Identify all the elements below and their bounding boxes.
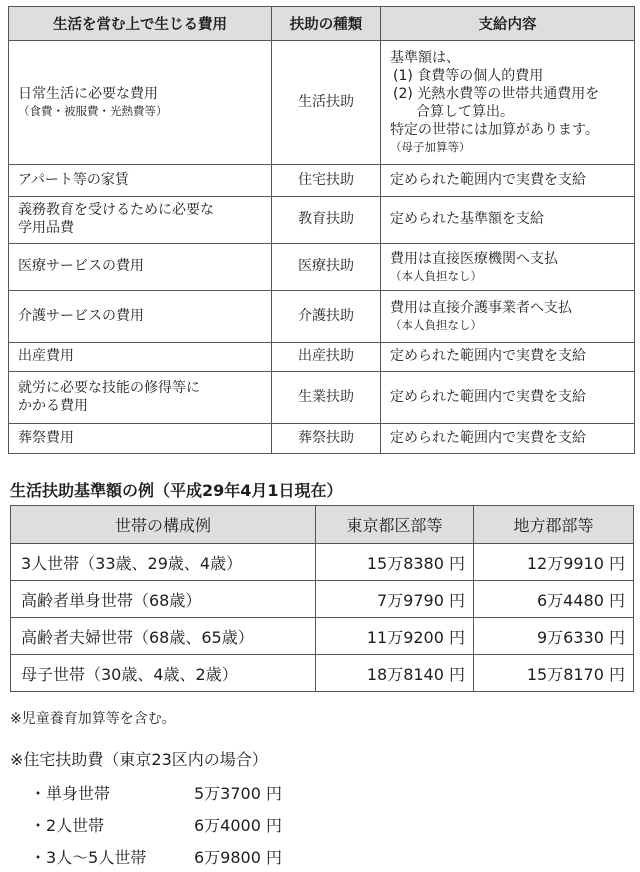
table-row: [11, 655, 634, 692]
expense-cell: 出産費用: [9, 343, 272, 372]
assistance-type-cell: 医療扶助: [272, 244, 381, 291]
table-row: [9, 244, 635, 291]
content-cell: 定められた範囲内で実費を支給: [381, 424, 635, 454]
housing-amount: 6万4000 円: [194, 816, 282, 835]
rural-amount-cell: 6万4480 円: [474, 581, 634, 618]
expense-line: 就労に必要な技能の修得等に: [18, 379, 200, 396]
housing-amount: 6万9800 円: [194, 848, 282, 867]
expense-note: （食費・被服費・光熱費等）: [18, 104, 168, 119]
table-header-row: [9, 7, 635, 41]
assistance-type-cell: 生活扶助: [272, 41, 381, 165]
tokyo-amount-cell: 7万9790 円: [316, 581, 474, 618]
housing-assistance-title: ※住宅扶助費（東京23区内の場合）: [10, 750, 268, 769]
household-cell: 高齢者夫婦世帯（68歳、65歳）: [11, 618, 316, 655]
rural-amount-cell: 12万9910 円: [474, 544, 634, 581]
content-cell: 定められた基準額を支給: [381, 197, 635, 244]
household-label: ・2人世帯: [30, 816, 105, 835]
expense-line: 学用品費: [18, 220, 74, 236]
rural-amount-cell: 9万6330 円: [474, 618, 634, 655]
content-cell: 定められた範囲内で実費を支給: [381, 372, 635, 424]
table-row: [9, 372, 635, 424]
rural-amount-cell: 15万8170 円: [474, 655, 634, 692]
expense-cell: [9, 41, 272, 165]
content-line: 合算して算出。: [416, 104, 514, 121]
content-cell: [381, 41, 635, 165]
list-item: [30, 813, 282, 836]
table-row: [11, 544, 634, 581]
expense-cell: [9, 372, 272, 424]
content-cell: [381, 291, 635, 343]
content-line: (1) 食費等の個人的費用: [393, 68, 544, 85]
content-line: 基準額は、: [390, 50, 460, 67]
content-note: （母子加算等）: [390, 139, 471, 154]
table-header-row: [11, 506, 634, 544]
content-note: （本人負担なし）: [390, 318, 482, 333]
household-cell: 母子世帯（30歳、4歳、2歳）: [11, 655, 316, 692]
assistance-type-cell: 介護扶助: [272, 291, 381, 343]
content-cell: 定められた範囲内で実費を支給: [381, 343, 635, 372]
expense-label: 日常生活に必要な費用: [18, 86, 158, 103]
content-line: 特定の世帯には加算があります。: [390, 122, 599, 138]
header-content: 支給内容: [381, 7, 635, 41]
expense-line: かかる費用: [18, 397, 88, 414]
expense-cell: アパート等の家賃: [9, 165, 272, 197]
expense-cell: [9, 197, 272, 244]
assistance-types-table: [8, 6, 635, 454]
household-label: ・3人〜5人世帯: [30, 848, 147, 867]
list-item: [30, 845, 282, 868]
housing-amount: 5万3700 円: [194, 784, 282, 803]
expense-cell: 葬祭費用: [9, 424, 272, 454]
table-row: [9, 424, 635, 454]
content-cell: 定められた範囲内で実費を支給: [381, 165, 635, 197]
header-tokyo: 東京都区部等: [316, 506, 474, 544]
assistance-type-cell: 葬祭扶助: [272, 424, 381, 454]
content-line: 費用は直接医療機関へ支払: [390, 250, 558, 267]
assistance-type-cell: 生業扶助: [272, 372, 381, 424]
assistance-type-cell: 住宅扶助: [272, 165, 381, 197]
expense-cell: 介護サービスの費用: [9, 291, 272, 343]
footnote: ※児童養育加算等を含む。: [10, 711, 176, 727]
tokyo-amount-cell: 18万8140 円: [316, 655, 474, 692]
tokyo-amount-cell: 15万8380 円: [316, 544, 474, 581]
table-row: [9, 165, 635, 197]
household-cell: 高齢者単身世帯（68歳）: [11, 581, 316, 618]
header-expense: 生活を営む上で生じる費用: [9, 7, 272, 41]
assistance-type-cell: 出産扶助: [272, 343, 381, 372]
table-row: [11, 581, 634, 618]
assistance-type-cell: 教育扶助: [272, 197, 381, 244]
content-line: (2) 光熱水費等の世帯共通費用を: [393, 86, 600, 103]
household-cell: 3人世帯（33歳、29歳、4歳）: [11, 544, 316, 581]
standard-amount-title: 生活扶助基準額の例（平成29年4月1日現在）: [10, 481, 343, 500]
content-cell: [381, 244, 635, 291]
table-row: [11, 618, 634, 655]
header-rural: 地方郡部等: [474, 506, 634, 544]
expense-cell: 医療サービスの費用: [9, 244, 272, 291]
standard-amount-table: [10, 505, 634, 692]
tokyo-amount-cell: 11万9200 円: [316, 618, 474, 655]
content-note: （本人負担なし）: [390, 268, 482, 283]
table-row: [9, 291, 635, 343]
header-household: 世帯の構成例: [11, 506, 316, 544]
household-label: ・単身世帯: [30, 784, 111, 803]
content-line: 費用は直接介護事業者へ支払: [390, 300, 572, 317]
table-row: [9, 343, 635, 372]
header-assistance-type: 扶助の種類: [272, 7, 381, 41]
table-row: [9, 41, 635, 165]
list-item: [30, 781, 282, 804]
table-row: [9, 197, 635, 244]
expense-line: 義務教育を受けるために必要な: [18, 202, 214, 219]
